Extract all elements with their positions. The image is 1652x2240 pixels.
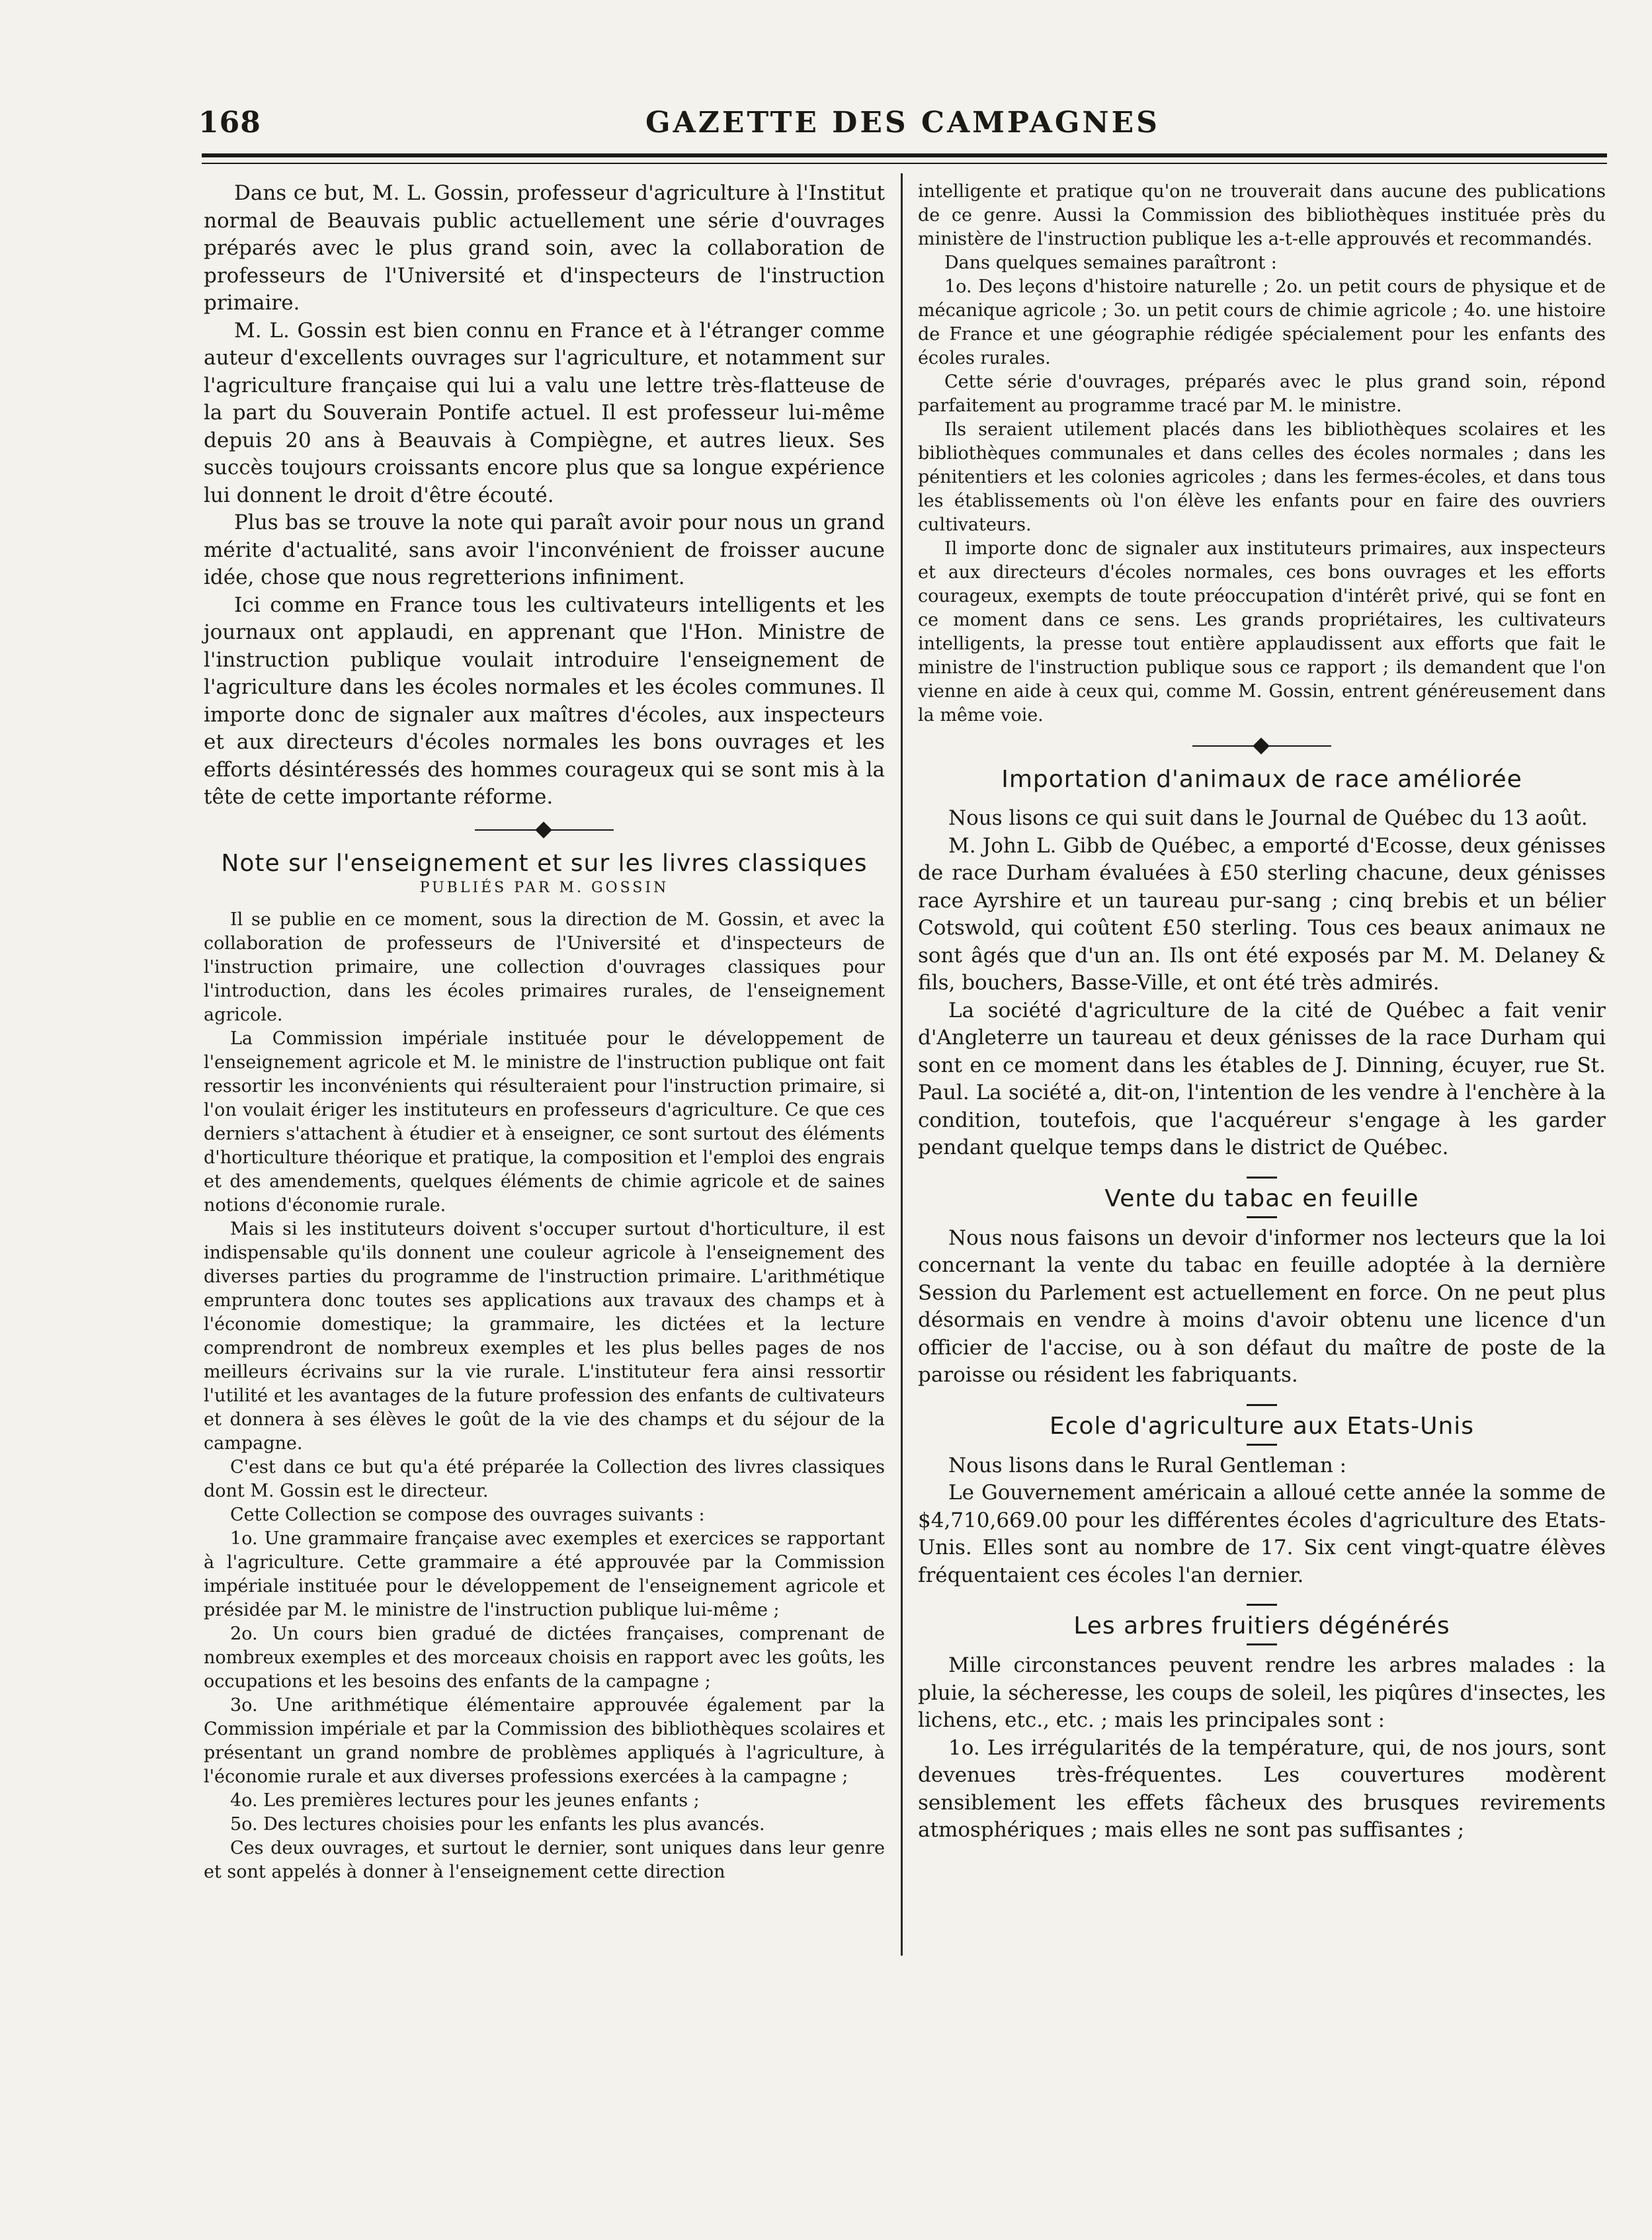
paragraph: Cette Collection se compose des ouvrages suivants : <box>230 1504 705 1525</box>
article-title: Vente du tabac en feuille <box>1104 1184 1419 1212</box>
ornamental-separator <box>1192 739 1331 753</box>
paragraph: C'est dans ce but qu'a été préparée la Collection des livres classiques dont M. Gossin est le directeur. <box>204 1456 885 1501</box>
paragraph: 1o. Les irrégularités de la température, qui, de nos jours, sont devenues très-fréquentes. Les couvertures modèrent sensiblement les effets fâcheux des brusques revirements atmosphériques ; mais elles ne sont pas suffisantes ; <box>918 1735 1606 1842</box>
right-column <box>918 180 1606 1845</box>
section-dash <box>1247 1643 1277 1645</box>
paragraph: La Commission impériale instituée pour le développement de l'enseignement agricole et M. le ministre de l'instruction publique ont fait ressortir les inconvénients qui résulteraient pour l'instruction primaire, si l'on voulait ériger les instituteurs en professeurs d'agriculture. Ce que ces derniers s'attachent à étudier et à enseigner, ce sont surtout des éléments d'horticulture théorique et pratique, la composition et l'emploi des engrais et des amendements, quelques éléments de chimie agricole et de saines notions d'économie rurale. <box>204 1028 885 1216</box>
page-number: 168 <box>198 106 261 140</box>
paragraph: Nous nous faisons un devoir d'informer nos lecteurs que la loi concernant la vente du tabac en feuille adoptée à la dernière Session du Parlement est actuellement en force. On ne peut plus désormais en vendre à moins d'avoir obtenu une licence d'un officier de l'accise, ou à son défaut du maître de poste de la paroisse ou résident les fabriquants. <box>918 1225 1606 1387</box>
paragraph: M. L. Gossin est bien connu en France et à l'étranger comme auteur d'excellents ouvrages sur l'agriculture, et notamment sur l'agriculture française qui lui a valu une lettre très-flatteuse de la part du Souverain Pontife actuel. Il est professeur lui-même depuis 20 ans à Beauvais à Compiègne, et autres lieux. Ses succès toujours croissants encore plus que sa longue expérience lui donnent le droit d'être écouté. <box>204 318 885 507</box>
column-divider <box>901 173 903 1956</box>
paragraph: Cette série d'ouvrages, préparés avec le plus grand soin, répond parfaitement au programme tracé par M. le ministre. <box>918 372 1606 416</box>
section-dash <box>1247 1444 1277 1446</box>
section-dash <box>1247 1604 1277 1606</box>
paragraph: Ces deux ouvrages, et surtout le dernier, sont uniques dans leur genre et sont appelés à donner à l'enseignement cette direction <box>204 1837 885 1882</box>
section-dash <box>1247 1216 1277 1218</box>
paragraph: M. John L. Gibb de Québec, a emporté d'Ecosse, deux génisses de race Durham évaluées à £50 sterling chacune, deux génisses race Ayrshire et un taureau pur-sang ; cinq brebis et un bélier Cotswold, qui coûtent £50 sterling. Tous ces beaux animaux ne sont âgés que d'un an. Ils ont été exposés par M. M. Delaney & fils, bouchers, Basse-Ville, et ont été très admirés. <box>918 833 1606 995</box>
paragraph: Ici comme en France tous les cultivateurs intelligents et les journaux ont applaudi, en apprenant que l'Hon. Ministre de l'instruction publique voulait introduire l'enseignement de l'agriculture dans les écoles normales et les écoles communes. Il importe donc de signaler aux maîtres d'écoles, aux inspecteurs et aux directeurs d'écoles normales les bons ouvrages et les efforts désintéressés des hommes courageux qui se sont mis à la tête de cette importante réforme. <box>204 593 885 809</box>
left-column <box>204 180 885 1884</box>
article-title: Ecole d'agriculture aux Etats-Unis <box>1049 1412 1475 1440</box>
paragraph: La société d'agriculture de la cité de Québec a fait venir d'Angleterre un taureau et deux génisses de la race Durham qui sont en ce moment dans les étables de J. Dinning, écuyer, rue St. Paul. La société a, dit-on, l'intention de les vendre à l'enchère à la condition, toutefois, que l'acquéreur s'engage à les garder pendant quelque temps dans le district de Québec. <box>918 998 1606 1159</box>
list-item: 1o. Une grammaire française avec exemples et exercices se rapportant à l'agriculture. Cette grammaire a été approuvée par la Commission impériale instituée pour le développement de l'enseignement agricole et présidée par M. le ministre de l'instruction publique lui-même ; <box>204 1528 885 1620</box>
paragraph: Le Gouvernement américain a alloué cette année la somme de $4,710,669.00 pour les différentes écoles d'agriculture des Etats-Unis. Elles sont au nombre de 17. Six cent vingt-quatre élèves fréquentaient ces écoles l'an dernier. <box>918 1481 1606 1587</box>
paragraph: Plus bas se trouve la note qui paraît avoir pour nous un grand mérite d'actualité, sans avoir l'inconvénient de froisser aucune idée, chose que nous regretterions infiniment. <box>204 511 885 589</box>
article-title: Importation d'animaux de race améliorée <box>1001 766 1522 793</box>
paragraph: Mille circonstances peuvent rendre les arbres malades : la pluie, la sécheresse, les coups de soleil, les piqûres d'insectes, les lichens, etc., etc. ; mais les principales sont : <box>918 1653 1606 1732</box>
list-item: 2o. Un cours bien gradué de dictées françaises, comprenant de nombreux exemples et des morceaux choisis en rapport avec les goûts, les occupations et les besoins des enfants de la campagne ; <box>204 1623 885 1692</box>
article-title: Note sur l'enseignement et sur les livres classiques <box>221 849 868 877</box>
paragraph: Dans ce but, M. L. Gossin, professeur d'agriculture à l'Institut normal de Beauvais public actuellement une série d'ouvrages préparés avec le plus grand soin, avec la collaboration de professeurs de l'Université et d'inspecteurs de l'instruction primaire. <box>204 181 885 315</box>
paragraph: Nous lisons ce qui suit dans le Journal de Québec du 13 août. <box>948 806 1588 830</box>
header-rule-thick <box>202 153 1607 157</box>
paragraph: Mais si les instituteurs doivent s'occuper surtout d'horticulture, il est indispensable qu'ils donnent une couleur agricole à l'enseignement des diverses parties du programme de l'instruction primaire. L'arithmétique emprunterа donc toutes ses applications aux travaux des champs et à l'économie domestique; la grammaire, les dictées et la lecture comprendront de nombreux exemples et les plus belles pages de nos meilleurs écrivains sur la vie rurale. L'instituteur fera ainsi ressortir l'utilité et les avantages de la future profession des enfants de cultivateurs et donnera à ses élèves le goût de la vie des champs et du séjour de la campagne. <box>204 1218 885 1454</box>
paragraph: intelligente et pratique qu'on ne trouverait dans aucune des publications de ce genre. Aussi la Commission des bibliothèques instituée près du ministère de l'instruction publique les a-t-elle approuvés et recommandés. <box>918 181 1606 249</box>
article-title: Les arbres fruitiers dégénérés <box>1073 1612 1450 1639</box>
page-header <box>198 99 1607 145</box>
ornamental-separator <box>475 823 614 837</box>
list-item: 5o. Des lectures choisies pour les enfants les plus avancés. <box>230 1813 765 1835</box>
paragraph: Ils seraient utilement placés dans les bibliothèques scolaires et les bibliothèques communales et dans celles des écoles normales ; dans les pénitentiers et les colonies agricoles ; dans les fermes-écoles, et dans tous les établissements où l'on élève les enfants pour en faire des ouvriers cultivateurs. <box>918 419 1606 535</box>
paragraph: Dans quelques semaines paraîtront : <box>944 253 1277 273</box>
paragraph: 1o. Des leçons d'histoire naturelle ; 2o. un petit cours de physique et de mécanique agricole ; 3o. un petit cours de chimie agricole ; 4o. une histoire de France et une géographie rédigée spécialement pour les enfants des écoles rurales. <box>918 276 1606 368</box>
section-dash <box>1247 1404 1277 1406</box>
running-head: GAZETTE DES CAMPAGNES <box>645 106 1160 140</box>
paragraph: Il importe donc de signaler aux instituteurs primaires, aux inspecteurs et aux directeurs d'écoles normales, ces bons ouvrages et les efforts courageux, exempts de toute préoccupation d'intérêt privé, qui se font en ce moment dans ce sens. Les grands propriétaires, les cultivateurs intelligents, la presse tout entière applaudissent aux efforts que fait le ministre de l'instruction publique sous ce rapport ; ils demandent que l'on vienne en aide à ceux qui, comme M. Gossin, entrent généreusement dans la même voie. <box>918 538 1606 726</box>
section-dash <box>1247 1177 1277 1179</box>
article-byline: PUBLIÉS PAR M. GOSSIN <box>419 879 669 896</box>
header-rule-thin <box>202 163 1607 164</box>
list-item: 4o. Les premières lectures pour les jeunes enfants ; <box>230 1790 700 1811</box>
paragraph: Il se publie en ce moment, sous la direction de M. Gossin, et avec la collaboration de professeurs de l'Université et d'inspecteurs de l'instruction primaire, une collection d'ouvrages classiques pour l'introduction, dans les écoles primaires rurales, de l'enseignement agricole. <box>204 909 885 1025</box>
paragraph: Nous lisons dans le Rural Gentleman : <box>948 1453 1347 1477</box>
list-item: 3o. Une arithmétique élémentaire approuvée également par la Commission impériale et par la Commission des bibliothèques scolaires et présentant un grand nombre de problèmes appliqués à l'agriculture, à l'économie rurale et aux diverses professions exercées à la campagne ; <box>204 1694 885 1787</box>
